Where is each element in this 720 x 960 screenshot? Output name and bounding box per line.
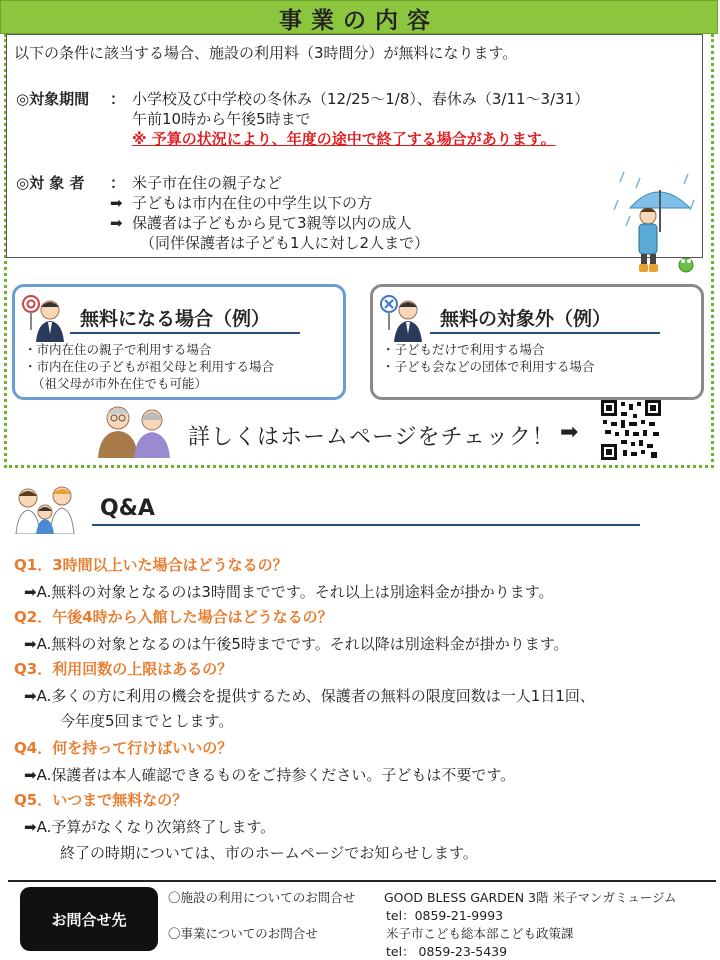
- project-tel[interactable]: tel： 0859-23-5439: [386, 944, 508, 959]
- project-inquiry-label: 〇事業についてのお問合せ: [168, 926, 318, 941]
- staff-ng-icon: [378, 290, 424, 342]
- contact-badge: お問合せ先: [20, 887, 158, 951]
- question-5: Q5．いつまで無料なの？: [14, 791, 188, 809]
- facility-name: GOOD BLESS GARDEN 3階 米子マンガミュージム: [384, 890, 677, 905]
- period-line2: 午前10時から午後5時まで: [132, 110, 311, 128]
- qr-code[interactable]: [601, 400, 661, 460]
- answer-2: ➡A.無料の対象となるのは午後5時までです。それ以降は別途料金が掛かります。: [24, 635, 569, 653]
- target-colon: ：: [110, 174, 126, 192]
- answer-4: ➡A.保護者は本人確認できるものをご持参ください。子どもは不要です。: [24, 766, 516, 784]
- period-colon: ：: [110, 90, 126, 108]
- facility-tel[interactable]: tel：0859-21-9993: [386, 908, 504, 923]
- answer-3-cont: 今年度5回までとします。: [60, 712, 234, 730]
- project-dept: 米子市こども総本部こども政策課: [386, 926, 574, 941]
- answer-3: ➡A.多くの方に利用の機会を提供するため、保護者の無料の限度回数は一人1日1回、: [24, 687, 595, 705]
- period-note: ※ 予算の状況により、年度の途中で終了する場合があります。: [132, 130, 556, 148]
- list-item: （祖父母が市外在住でも可能）: [32, 376, 208, 391]
- period-label: ◎対象期間: [16, 90, 90, 108]
- facility-inquiry-label: 〇施設の利用についてのお問合せ: [168, 890, 356, 905]
- family-icon: [14, 484, 80, 534]
- period-line1: 小学校及び中学校の冬休み（12/25～1/8）、春休み（3/11～3/31）: [132, 90, 590, 108]
- homepage-text[interactable]: 詳しくはホームページをチェック！: [188, 425, 555, 450]
- free-case-title: 無料になる場合（例）: [80, 308, 271, 330]
- target-line2: 子どもは市内在住の中学生以下の方: [132, 194, 373, 212]
- page-title: 事業の内容: [279, 8, 439, 34]
- staff-ok-icon: [20, 290, 66, 342]
- answer-5-cont: 終了の時期については、市のホームページでお知らせします。: [60, 844, 478, 862]
- question-3: Q3．利用回数の上限はあるの？: [14, 660, 233, 678]
- intro-text: 以下の条件に該当する場合、施設の利用料（3時間分）が無料になります。: [14, 44, 518, 62]
- list-item: ・市内在住の子どもが祖父母と利用する場合: [24, 359, 275, 374]
- target-label: ◎対 象 者: [16, 174, 85, 192]
- target-line4: （同伴保護者は子ども1人に対し2人まで）: [140, 234, 430, 252]
- arrow-icon: ➡: [110, 214, 123, 232]
- free-case-underline: [70, 332, 300, 334]
- qa-underline: [92, 524, 640, 526]
- question-1: Q1．3時間以上いた場合はどうなるの？: [14, 556, 288, 574]
- not-free-case-title: 無料の対象外（例）: [440, 308, 612, 330]
- answer-5: ➡A.予算がなくなり次第終了します。: [24, 818, 276, 836]
- not-free-case-underline: [430, 332, 660, 334]
- footer-divider: [8, 880, 716, 882]
- target-line3: 保護者は子どもから見て3親等以内の成人: [132, 214, 412, 232]
- question-4: Q4．何を持って行けばいいの？: [14, 739, 233, 757]
- answer-1: ➡A.無料の対象となるのは3時間までです。それ以上は別途料金が掛かります。: [24, 583, 554, 601]
- list-item: ・子ども会などの団体で利用する場合: [382, 359, 595, 374]
- child-umbrella-illustration: [610, 170, 700, 278]
- arrow-icon: ➡: [110, 194, 123, 212]
- list-item: ・子どもだけで利用する場合: [382, 342, 545, 357]
- grandparents-illustration: [94, 400, 174, 458]
- qa-title: Q&A: [100, 496, 155, 521]
- list-item: ・市内在住の親子で利用する場合: [24, 342, 212, 357]
- question-2: Q2．午後4時から入館した場合はどうなるの？: [14, 608, 333, 626]
- target-line1: 米子市在住の親子など: [132, 174, 283, 192]
- arrow-right-icon: ➡: [560, 420, 580, 445]
